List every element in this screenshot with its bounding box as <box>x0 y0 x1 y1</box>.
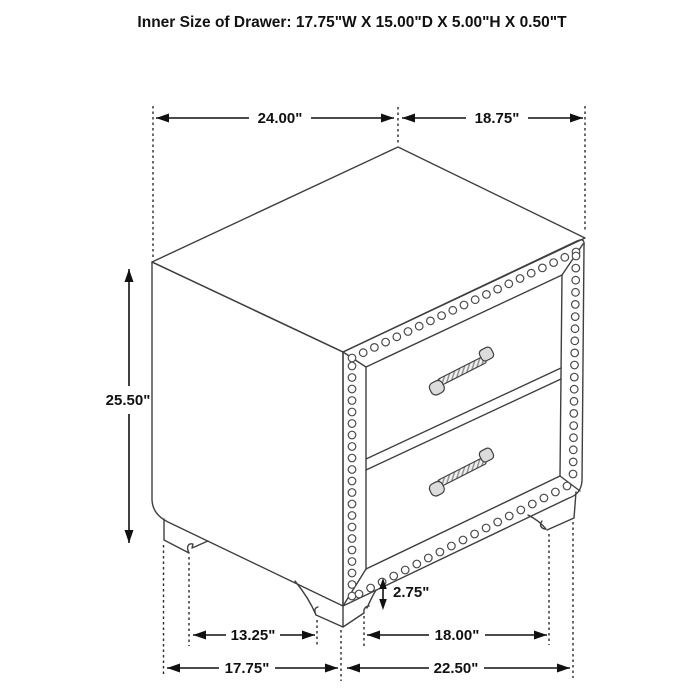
nailhead-icon <box>348 581 356 589</box>
nailhead-icon <box>348 569 356 577</box>
nailhead-icon <box>550 259 558 267</box>
nailhead-icon <box>505 512 513 520</box>
drawer-handle-top <box>424 346 498 397</box>
nailhead-icon <box>348 500 356 508</box>
nailhead-icon <box>483 291 491 299</box>
nailhead-icon <box>471 530 479 538</box>
nailhead-icon <box>425 554 433 562</box>
nailhead-icon <box>572 264 580 272</box>
center-foot-left-curve <box>295 581 318 615</box>
nailhead-icon <box>348 523 356 531</box>
left-foot <box>164 519 208 553</box>
nailhead-icon <box>505 280 513 288</box>
trim-inner-top-line <box>366 275 562 367</box>
nailhead-icon <box>571 373 579 381</box>
nailhead-icon <box>572 289 580 297</box>
nailhead-icon <box>494 518 502 526</box>
nailhead-icon <box>401 566 409 574</box>
nailhead-icon <box>371 344 379 352</box>
nailhead-icon <box>415 322 423 330</box>
nailhead-icon <box>404 328 412 336</box>
nailhead-icon <box>571 361 579 369</box>
divider-line-lower <box>366 379 561 470</box>
nailhead-icon <box>571 349 579 357</box>
right-foot-scroll <box>528 515 546 529</box>
nailhead-icon <box>570 410 578 418</box>
nailhead-icon <box>348 535 356 543</box>
nailhead-icon <box>561 253 569 261</box>
nailhead-icon <box>348 466 356 474</box>
nailhead-icon <box>471 296 479 304</box>
nailhead-icon <box>539 264 547 272</box>
nailhead-icon <box>570 422 578 430</box>
nailhead-icon <box>460 301 468 309</box>
nightstand-drawing <box>152 147 585 627</box>
nailhead-icon <box>494 285 502 293</box>
nailhead-icon <box>570 385 578 393</box>
nailhead-icon <box>355 590 363 598</box>
nailhead-icon <box>572 252 580 260</box>
handle-bar <box>437 356 487 386</box>
nailhead-icon <box>393 333 401 341</box>
nailhead-icon <box>348 443 356 451</box>
nailhead-icon <box>367 584 375 592</box>
drawer-handle-bottom <box>424 447 498 498</box>
nailhead-icon <box>348 431 356 439</box>
nailhead-icon <box>348 354 356 362</box>
center-foot <box>295 581 376 627</box>
nailhead-icon <box>348 489 356 497</box>
nailhead-icon <box>348 420 356 428</box>
left-foot-scroll <box>188 541 208 553</box>
nailhead-icon <box>348 512 356 520</box>
dimension-lines <box>106 110 583 677</box>
nailhead-icon <box>516 275 524 283</box>
nailhead-icon <box>359 349 367 357</box>
nailhead-icon <box>436 548 444 556</box>
nailhead-icon <box>570 398 578 406</box>
nailhead-icon <box>382 338 390 346</box>
trim-inner-right-line <box>560 275 562 476</box>
dim-foot-height-arrow-down <box>379 599 387 610</box>
nailhead-icon <box>552 488 560 496</box>
nailhead-icon <box>427 317 435 325</box>
nailhead-icon <box>348 558 356 566</box>
dim-base-front-label: 22.50" <box>433 660 479 677</box>
nailhead-icon <box>348 546 356 554</box>
dim-feet-front-label: 18.00" <box>434 627 480 644</box>
nailhead-icon <box>348 397 356 405</box>
nailhead-icon <box>569 470 577 478</box>
left-face <box>152 262 343 606</box>
dim-foot-height-label: 2.75" <box>393 584 430 601</box>
dim-top-width-label: 24.00" <box>257 110 303 127</box>
front-face <box>343 240 584 606</box>
nailhead-icon <box>348 454 356 462</box>
nailhead-icon <box>540 494 548 502</box>
nailhead-icon <box>348 362 356 370</box>
nailhead-icon <box>569 458 577 466</box>
handle-bar <box>437 457 487 487</box>
drawer-divider <box>366 368 561 470</box>
nailhead-icon <box>572 276 580 284</box>
dim-feet-side-label: 13.25" <box>230 627 276 644</box>
nailhead-icon <box>570 434 578 442</box>
nailhead-icon <box>572 301 580 309</box>
nailhead-icon <box>571 337 579 345</box>
nailhead-icon <box>348 477 356 485</box>
dim-height-label: 25.50" <box>105 392 151 409</box>
nailhead-icon <box>529 500 537 508</box>
page-title: Inner Size of Drawer: 17.75"W X 15.00"D X 5.00"H X 0.50"T <box>137 14 567 31</box>
nailhead-icon <box>527 269 535 277</box>
trim-inner-bottom-line <box>366 476 560 569</box>
left-foot-outline <box>164 519 189 553</box>
nailhead-icon <box>348 408 356 416</box>
nailhead-icon <box>413 560 421 568</box>
nailhead-icon <box>390 572 398 580</box>
nailhead-icon <box>482 524 490 532</box>
top-face <box>152 147 585 352</box>
nailhead-icon <box>449 307 457 315</box>
dim-top-depth-label: 18.75" <box>474 110 520 127</box>
divider-line-upper <box>366 368 561 459</box>
nailhead-icon <box>448 542 456 550</box>
nailhead-icon <box>438 312 446 320</box>
nailhead-icon <box>348 385 356 393</box>
dim-base-side-label: 17.75" <box>224 660 270 677</box>
nailhead-icon <box>459 536 467 544</box>
extension-lines <box>153 106 585 681</box>
nailhead-icon <box>571 313 579 321</box>
center-foot-bottom <box>316 613 364 627</box>
nailhead-icon <box>570 446 578 454</box>
nailhead-icon <box>571 325 579 333</box>
nailhead-icon <box>348 374 356 382</box>
nailhead-icon <box>517 506 525 514</box>
nailhead-icon <box>563 482 571 490</box>
